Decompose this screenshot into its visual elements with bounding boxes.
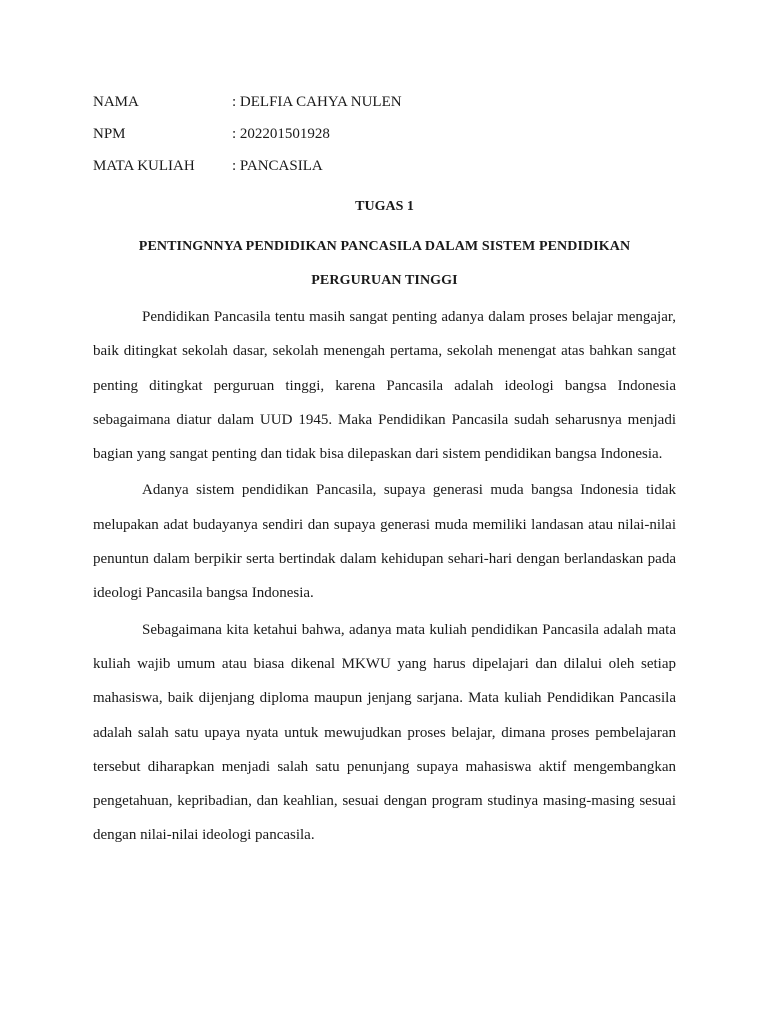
npm-label: NPM <box>93 125 126 142</box>
name-value: : DELFIA CAHYA NULEN <box>232 93 402 110</box>
name-row <box>93 86 693 118</box>
npm-value: : 202201501928 <box>232 125 330 142</box>
paragraph-2: Adanya sistem pendidikan Pancasila, supaya generasi muda bangsa Indonesia tidak melupakan adat budayanya sendiri dan supaya generasi muda memiliki landasan atau nilai-nilai penuntun dalam berpikir serta bertindak dalam kehidupan sehari-hari dengan berlandaskan pada ideologi Pancasila bangsa Indonesia. <box>93 482 676 602</box>
paragraph-3: Sebagaimana kita ketahui bahwa, adanya mata kuliah pendidikan Pancasila adalah mata kuliah wajib umum atau biasa dikenal MKWU yang harus dipelajari dan dilalui oleh setiap mahasiswa, baik dijenjang diploma maupun jenjang sarjana. Mata kuliah Pendidikan Pancasila adalah salah satu upaya nyata untuk mewujudkan proses belajar, dimana proses pembelajaran tersebut diharapkan menjadi salah satu penunjang supaya mahasiswa aktif mengembangkan pengetahuan, kepribadian, dan keahlian, sesuai dengan program studinya masing-masing sesuai dengan nilai-nilai ideologi pancasila. <box>93 621 676 844</box>
name-label: NAMA <box>93 93 139 110</box>
course-label: MATA KULIAH <box>93 157 195 174</box>
course-value: : PANCASILA <box>232 157 323 174</box>
student-info <box>93 86 693 182</box>
body-text <box>93 300 676 855</box>
title-block <box>93 195 676 298</box>
course-row <box>93 150 693 182</box>
document-title: PENTINGNNYA PENDIDIKAN PANCASILA DALAM SISTEM PENDIDIKAN PERGURUAN TINGGI <box>138 239 631 288</box>
assignment-label: TUGAS 1 <box>355 199 414 214</box>
paragraph-1: Pendidikan Pancasila tentu masih sangat penting adanya dalam proses belajar mengajar, baik ditingkat sekolah dasar, sekolah menengah pertama, sekolah menengat atas bahkan sangat penting ditingkat perguruan tinggi, karena Pancasila adalah ideologi bangsa Indonesia sebagaimana diatur dalam UUD 1945. Maka Pendidikan Pancasila sudah seharusnya menjadi bagian yang sangat penting dan tidak bisa dilepaskan dari sistem pendidikan bangsa Indonesia. <box>93 309 676 463</box>
npm-row <box>93 118 693 150</box>
